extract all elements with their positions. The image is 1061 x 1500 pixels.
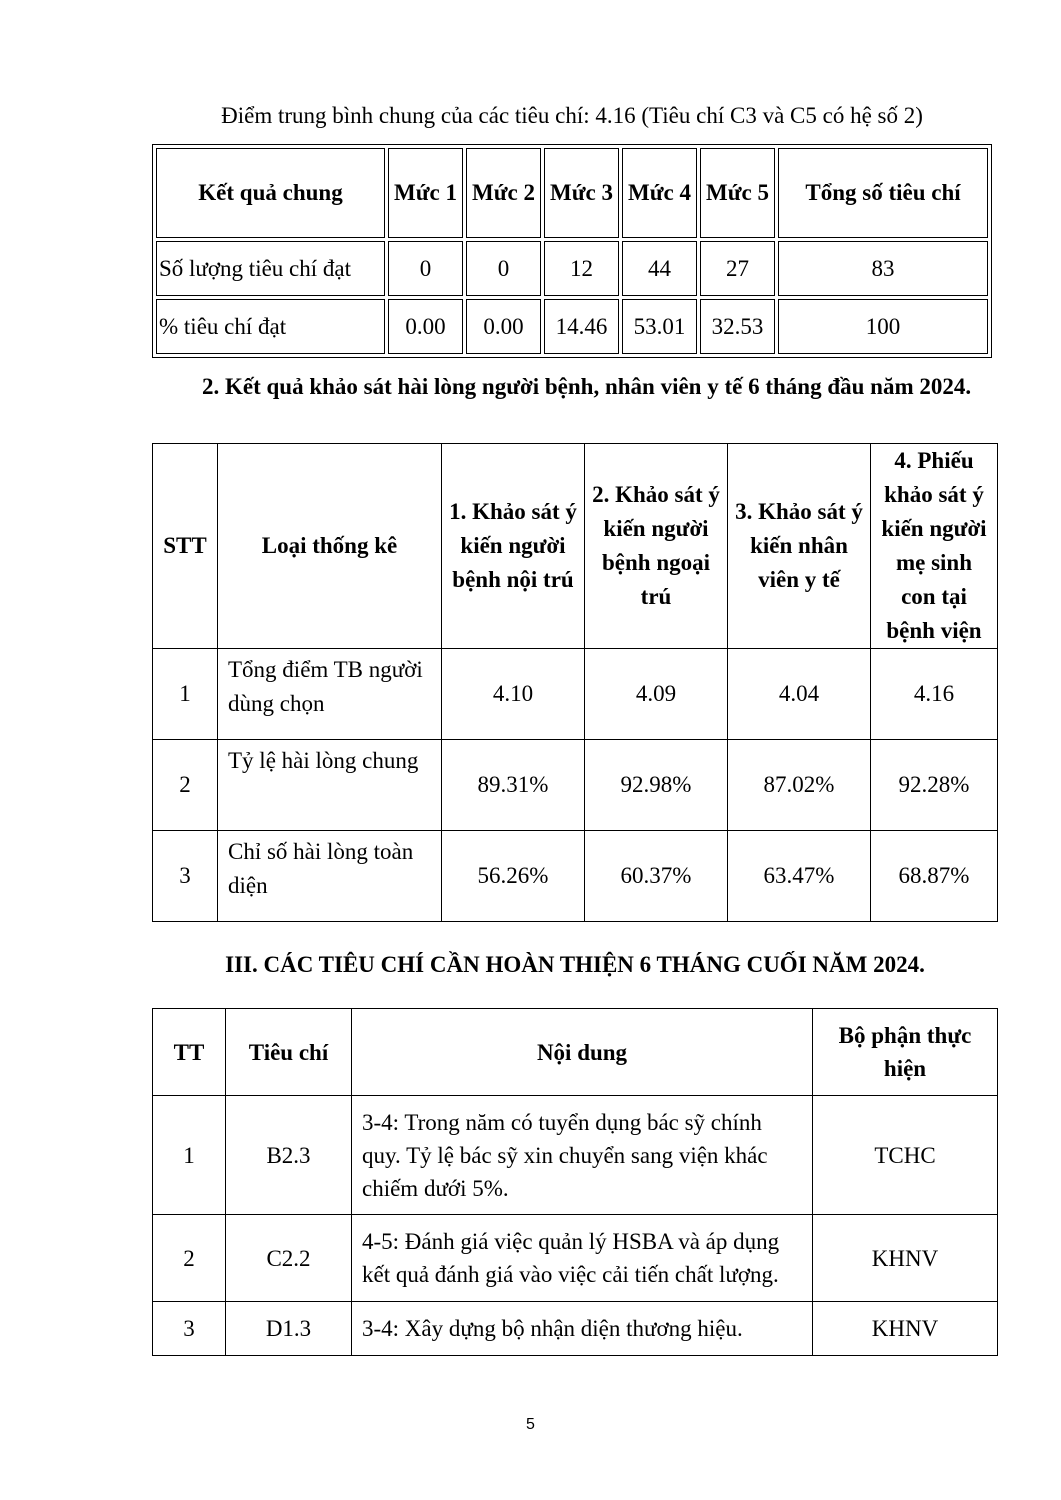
cell: C2.2 <box>226 1215 352 1302</box>
table-row <box>153 649 998 740</box>
header-cell: 1. Khảo sát ý kiến người bệnh nội trú <box>442 444 585 649</box>
table-header-row <box>153 444 998 649</box>
cell: 3 <box>153 831 218 922</box>
cell: 4.16 <box>871 649 998 740</box>
row-label: Tỷ lệ hài lòng chung <box>218 740 442 831</box>
row-label: Chỉ số hài lòng toàn diện <box>218 831 442 922</box>
cell: 2 <box>153 740 218 831</box>
cell: 0.00 <box>466 299 541 354</box>
cell: 3 <box>153 1302 226 1356</box>
cell: 4.04 <box>728 649 871 740</box>
header-cell: 2. Khảo sát ý kiến người bệnh ngoại trú <box>585 444 728 649</box>
table-row <box>156 299 988 354</box>
header-cell: 3. Khảo sát ý kiến nhân viên y tế <box>728 444 871 649</box>
cell: 4.10 <box>442 649 585 740</box>
section-3-title: III. CÁC TIÊU CHÍ CẦN HOÀN THIỆN 6 THÁNG CUỐI NĂM 2024. <box>225 952 925 977</box>
cell: 44 <box>622 241 697 296</box>
cell: 89.31% <box>442 740 585 831</box>
criteria-improvement-table <box>152 1008 998 1356</box>
cell: 32.53 <box>700 299 775 354</box>
content-cell: 3-4: Trong năm có tuyển dụng bác sỹ chính quy. Tỷ lệ bác sỹ xin chuyển sang viện khác chiếm dưới 5%. <box>352 1096 813 1215</box>
header-cell: Nội dung <box>352 1009 813 1096</box>
row-label: Tổng điểm TB người dùng chọn <box>218 649 442 740</box>
cell: 68.87% <box>871 831 998 922</box>
header-cell: Kết quả chung <box>156 148 385 238</box>
header-cell: TT <box>153 1009 226 1096</box>
header-cell: Mức 5 <box>700 148 775 238</box>
row-label: Số lượng tiêu chí đạt <box>156 241 385 296</box>
content-cell: 3-4: Xây dựng bộ nhận diện thương hiệu. <box>352 1302 813 1356</box>
cell: 63.47% <box>728 831 871 922</box>
table-header-row <box>156 148 988 238</box>
cell: 92.98% <box>585 740 728 831</box>
cell: 53.01 <box>622 299 697 354</box>
table-row <box>153 1215 998 1302</box>
satisfaction-survey-table <box>152 443 998 922</box>
header-cell: Mức 2 <box>466 148 541 238</box>
table-header-row <box>153 1009 998 1096</box>
cell: 4.09 <box>585 649 728 740</box>
header-cell: Mức 4 <box>622 148 697 238</box>
section-2-title: 2. Kết quả khảo sát hài lòng người bệnh, nhân viên y tế 6 tháng đầu năm 2024. <box>202 374 972 399</box>
cell: 0 <box>466 241 541 296</box>
cell: B2.3 <box>226 1096 352 1215</box>
header-cell: Mức 3 <box>544 148 619 238</box>
cell: 0.00 <box>388 299 463 354</box>
cell: 14.46 <box>544 299 619 354</box>
header-cell: Mức 1 <box>388 148 463 238</box>
cell: 12 <box>544 241 619 296</box>
cell: KHNV <box>813 1215 998 1302</box>
average-score-line: Điểm trung bình chung của các tiêu chí: 4.16 (Tiêu chí C3 và C5 có hệ số 2) <box>221 103 923 128</box>
cell: 1 <box>153 649 218 740</box>
cell: 2 <box>153 1215 226 1302</box>
header-cell: Tổng số tiêu chí <box>778 148 988 238</box>
content-cell: 4-5: Đánh giá việc quản lý HSBA và áp dụng kết quả đánh giá vào việc cải tiến chất lượng. <box>352 1215 813 1302</box>
table-row <box>153 1302 998 1356</box>
cell: 83 <box>778 241 988 296</box>
cell: 100 <box>778 299 988 354</box>
cell: TCHC <box>813 1096 998 1215</box>
cell: 1 <box>153 1096 226 1215</box>
cell: 56.26% <box>442 831 585 922</box>
cell: 27 <box>700 241 775 296</box>
cell: 60.37% <box>585 831 728 922</box>
cell: D1.3 <box>226 1302 352 1356</box>
cell: 92.28% <box>871 740 998 831</box>
table-row <box>153 740 998 831</box>
cell: 0 <box>388 241 463 296</box>
header-cell: Bộ phận thực hiện <box>813 1009 998 1096</box>
row-label: % tiêu chí đạt <box>156 299 385 354</box>
cell: 87.02% <box>728 740 871 831</box>
page-number: 5 <box>526 1416 535 1433</box>
header-cell: STT <box>153 444 218 649</box>
table-row <box>153 831 998 922</box>
header-cell: Tiêu chí <box>226 1009 352 1096</box>
cell: KHNV <box>813 1302 998 1356</box>
header-cell: 4. Phiếu khảo sát ý kiến người mẹ sinh con tại bệnh viện <box>871 444 998 649</box>
table-row <box>153 1096 998 1215</box>
header-cell: Loại thống kê <box>218 444 442 649</box>
table-row <box>156 241 988 296</box>
overall-result-table <box>152 144 992 358</box>
